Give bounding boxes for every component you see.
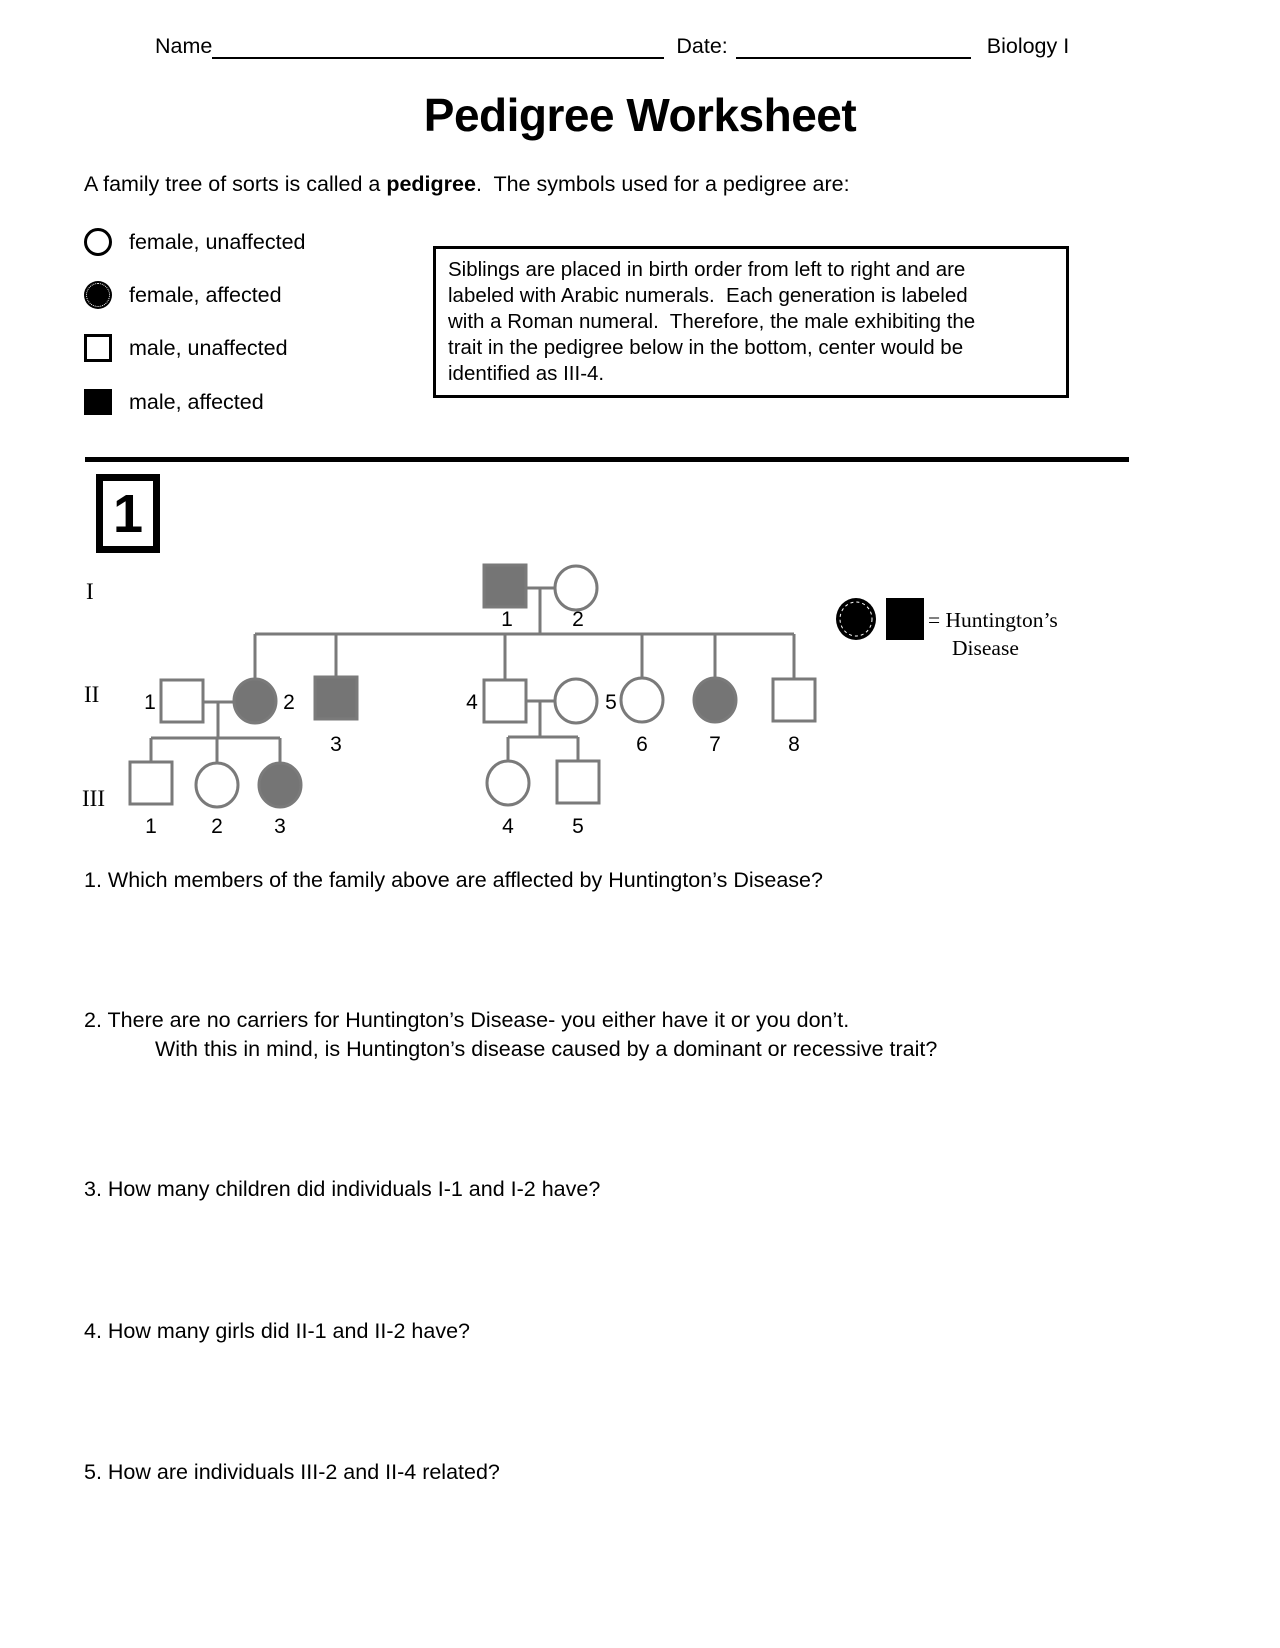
info-line: with a Roman numeral. Therefore, the male exhibiting the [448, 310, 976, 333]
person-II-4 [484, 680, 526, 722]
person-label-II-3: 3 [330, 733, 342, 756]
course-label: Biology I [986, 34, 1070, 58]
person-label-II-2: 2 [283, 691, 295, 714]
person-label-III-4: 4 [502, 815, 514, 838]
question-q3-line-1: 3. How many children did individuals I-1 and I-2 have? [84, 1177, 601, 1201]
generation-label-II: II [84, 682, 100, 707]
key-label: female, affected [129, 282, 282, 307]
person-label-I-2: 2 [572, 608, 584, 631]
person-label-II-4: 4 [466, 691, 478, 714]
person-label-III-1: 1 [145, 815, 157, 838]
legend-text-line1: = Huntington’s [928, 608, 1058, 632]
key-label: female, unaffected [129, 229, 306, 254]
person-label-II-5: 5 [605, 691, 617, 714]
person-label-I-1: 1 [501, 608, 513, 631]
question-q4-line-1: 4. How many girls did II-1 and II-2 have? [84, 1319, 470, 1343]
person-label-II-6: 6 [636, 733, 648, 756]
person-III-1 [130, 762, 172, 804]
person-II-8 [773, 679, 815, 721]
legend-affected-square-icon [886, 598, 924, 640]
legend-affected-circle-icon [836, 598, 876, 640]
info-line: identified as III-4. [448, 362, 605, 385]
person-III-3 [259, 763, 301, 807]
person-III-4 [487, 761, 529, 805]
problem-number: 1 [112, 483, 144, 544]
person-II-7 [694, 678, 736, 722]
question-q5-line-1: 5. How are individuals III-2 and II-4 related? [84, 1460, 500, 1484]
question-q2-line-2: With this in mind, is Huntington’s disease caused by a dominant or recessive trait? [155, 1036, 938, 1061]
info-line: labeled with Arabic numerals. Each generation is labeled [448, 284, 968, 307]
legend-text-line2: Disease [952, 636, 1019, 660]
person-label-II-1: 1 [144, 691, 156, 714]
intro-pre: A family tree of sorts is called a [84, 172, 387, 196]
person-label-III-5: 5 [572, 815, 584, 838]
question-q1-line-1: 1. Which members of the family above are afflected by Huntington’s Disease? [84, 868, 823, 892]
person-III-5 [557, 761, 599, 803]
person-II-6 [621, 678, 663, 722]
info-line: Siblings are placed in birth order from left to right and are [448, 258, 966, 281]
question-q3 [84, 1175, 600, 1204]
page-title: Pedigree Worksheet [423, 89, 857, 141]
person-III-2 [196, 763, 238, 807]
question-q5 [84, 1458, 500, 1487]
key-label: male, unaffected [129, 335, 288, 360]
key-label: male, affected [129, 389, 264, 414]
person-label-II-8: 8 [788, 733, 800, 756]
person-I-1 [484, 565, 526, 607]
person-label-II-7: 7 [709, 733, 721, 756]
date-label: Date: [676, 34, 728, 58]
person-II-1 [161, 680, 203, 722]
info-line: trait in the pedigree below in the bottom, center would be [448, 336, 964, 359]
intro-post: . The symbols used for a pedigree are: [475, 172, 850, 196]
person-I-2 [555, 566, 597, 610]
question-q1 [84, 866, 823, 895]
question-q4 [84, 1317, 470, 1346]
question-q2-line-1: 2. There are no carriers for Huntington’s Disease- you either have it or you don’t. [84, 1008, 850, 1032]
intro-bold-term: pedigree [386, 172, 476, 196]
person-label-III-3: 3 [274, 815, 286, 838]
person-II-2 [234, 679, 276, 723]
question-q2 [84, 1006, 937, 1063]
person-II-5 [555, 679, 597, 723]
person-II-3 [315, 677, 357, 719]
name-label: Name [155, 34, 213, 58]
generation-label-I: I [86, 579, 94, 604]
person-label-III-2: 2 [211, 815, 223, 838]
generation-label-III: III [82, 786, 105, 811]
